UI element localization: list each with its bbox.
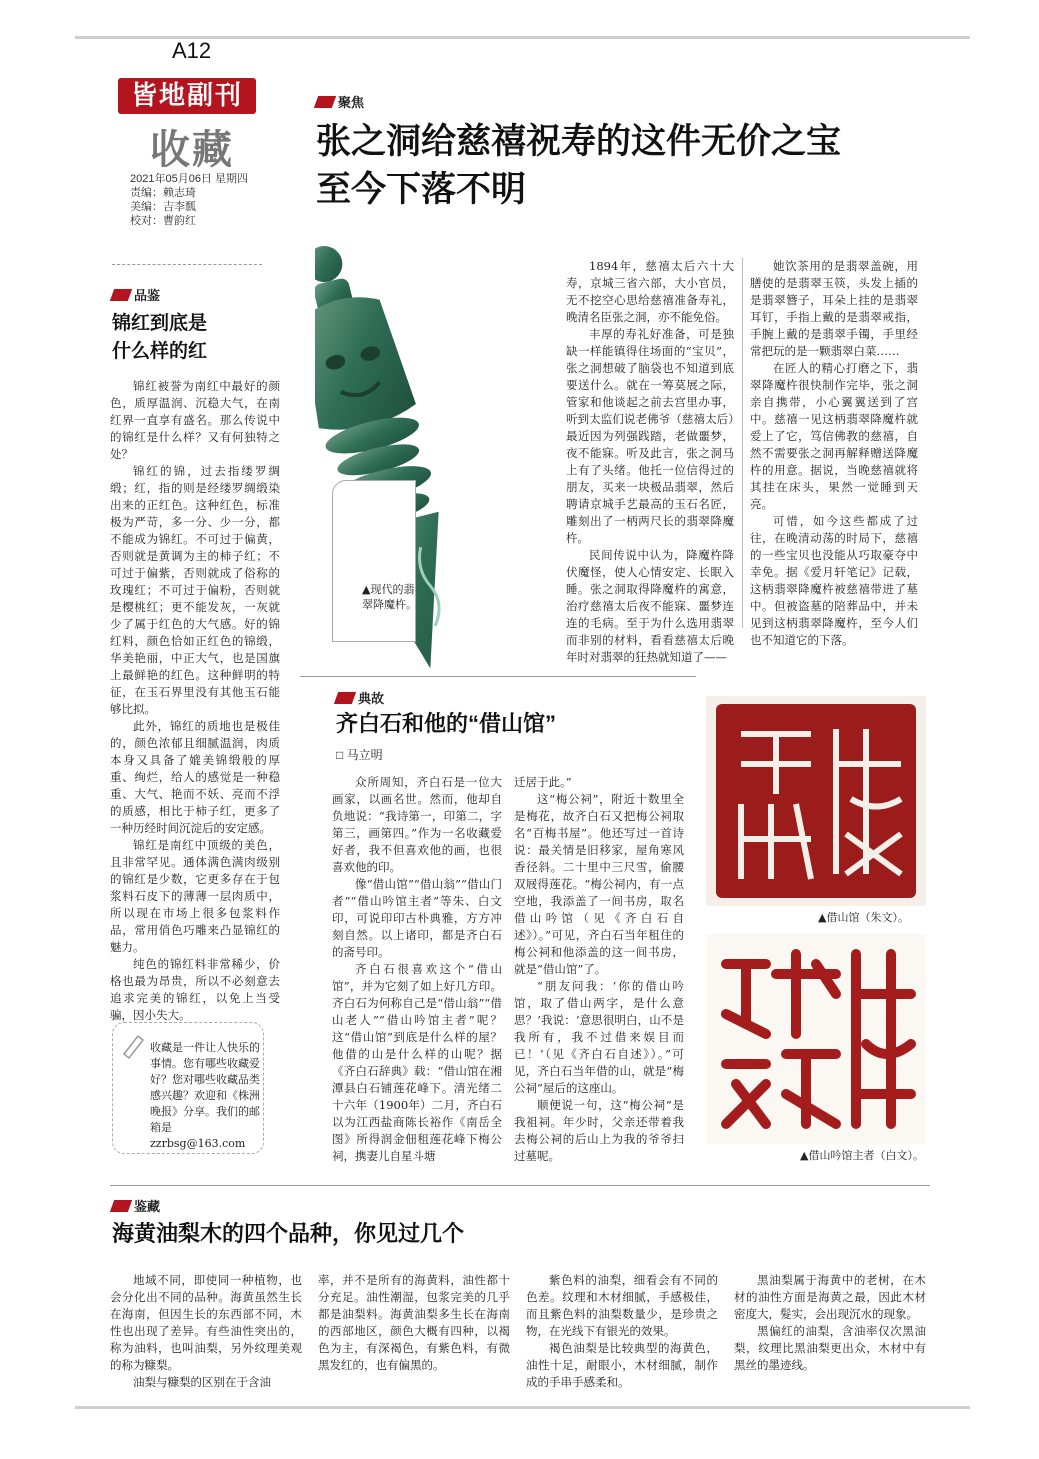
jinhong-tag	[112, 285, 160, 304]
huanghuali-column-4	[734, 1272, 926, 1374]
feature-headline-line-2: 至今下落不明	[316, 170, 527, 209]
vajra-caption: ▲现代的翡翠降魔杵。	[362, 583, 417, 611]
jinhong-paragraph: 锦红的锦，过去指缕罗绸缎；红，指的则是经缕罗绸缎染出来的正红色。这种红色，标准极为严苛，多一分、少一分，都不能成为锦红。不可过于偏黄，否则就是黄调为主的柿子红；不可过于偏紫，否则就成了俗称的玫瑰红；不可过于偏粉，否则就是樱桃红；更不能发灰，一灰就少了属于红色的大气感。好的锦红料，颜色恰如正红色的锦缎，华美艳丽，中正大气，也是国旗上最鲜艳的红色。这种鲜明的特征，在玉石界里没有其他玉石能够比拟。	[110, 464, 280, 716]
qibaishi-byline: □ 马立明	[336, 748, 383, 762]
feature-headline-line-1: 张之洞给慈禧祝寿的这件无价之宝	[316, 122, 842, 161]
feature-paragraph: 1894年，慈禧太后六十大寿，京城三省六部，大小官员，无不挖空心思给慈禧准备寿礼，晚清名臣张之洞，亦不能免俗。	[566, 259, 734, 324]
huanghuali-column-1	[110, 1272, 302, 1391]
tag-pen-icon	[334, 692, 356, 704]
huanghuali-paragraph: 褐色油梨是比较典型的海黄色，油性十足，耐眼小，木材细腻，制作成的手串手感柔和。	[526, 1341, 718, 1389]
left-divider	[112, 264, 262, 265]
credit-proofreader: 校对：曹韵红	[130, 215, 196, 227]
qibaishi-column-2	[514, 774, 684, 1165]
caption-box	[332, 480, 416, 642]
credits	[130, 172, 270, 228]
tag-pen-icon	[110, 289, 132, 301]
section-title: 收藏	[150, 126, 234, 173]
seal2-caption: ▲借山吟馆主者（白文）。	[800, 1149, 924, 1162]
seal-image-jieshanguan	[706, 696, 926, 906]
section-divider	[300, 676, 696, 677]
huanghuali-paragraph: 油梨与糠梨的区别在于含油	[133, 1375, 271, 1389]
huanghuali-paragraph: 地域不同，即使同一种植物，也会分化出不同的品种。海黄虽然生长在海南，但因生长的东西部不同，木性也出现了差异。有些油性突出的，称为油料，也叫油梨，另外纹理美观的称为糠梨。	[110, 1273, 302, 1372]
huanghuali-paragraph: 率，并不是所有的海黄料，油性都十分充足。油性潮湿，包浆完美的几乎都是油梨料。海黄油梨多生长在海南的西部地区，颜色大概有四种，以褐色为主，有深褐色，有紫色料，有微黑发红的，也有偏黑的。	[318, 1273, 510, 1372]
qibaishi-tag-label: 典故	[358, 691, 385, 706]
qibaishi-tag	[336, 688, 384, 707]
jinhong-paragraph: 锦红是南红中顶级的美色，且非常罕见。通体满色满肉级别的锦红是少数，它更多存在于包浆料石皮下的薄薄一层肉质中，所以现在市场上很多包浆料作品，常用俏色巧雕来凸显锦红的魅力。	[110, 838, 280, 954]
credit-date: 2021年05月06日 星期四	[130, 173, 248, 185]
feature-column-2	[750, 258, 918, 649]
jinhong-tag-label: 品鉴	[134, 288, 161, 303]
seal-glyph-strokes	[706, 934, 926, 1144]
qibaishi-paragraph: 众所周知，齐白石是一位大画家，以画名世。然而，他却自负地说：“我诗第一，印第二，字第三，画第四。”作为一名收藏爱好者，我不但喜欢他的画，也很喜欢他的印。	[332, 775, 502, 874]
seal-glyph-strokes	[716, 704, 916, 898]
jinhong-headline-line-1: 锦红到底是	[112, 313, 208, 334]
huanghuali-paragraph: 紫色料的油梨，细看会有不同的色差。纹理和木材细腻，手感极佳，而且紫色料的油梨数量少，是珍贵之物，在光线下有银光的效果。	[526, 1273, 718, 1338]
qibaishi-paragraph: 这“梅公祠”，附近十数里全是梅花，故齐白石又把梅公祠取名“百梅书屋”。他还写过一首诗说：最关情是旧移家，屋角寒风香径斜。二十里中三尺雪，偷腰双屐得莲花。“梅公祠内，有一点空地，我添盖了一间书房，取名借山吟馆（见《齐白石自述》）。”可见，齐白石当年租住的梅公祠和他添盖的这一间书房，就是“借山馆”了。	[514, 792, 684, 976]
credit-designer: 美编：吉李瓢	[130, 201, 196, 213]
feature-column-1	[566, 258, 734, 666]
feature-paragraph: 丰厚的寿礼好准备，可是独缺一样能镇得住场面的“宝贝”，张之洞想破了脑袋也不知道到底要送什么。就在一筹莫展之际，管家和他谈起之前去宫里办事，听到太监们说老佛爷（慈禧太后）最近因为列强践踏，老做噩梦，夜不能寐。听及此言，张之洞马上有了头绪。他托一位信得过的朋友，买来一块极品翡翠，然后聘请京城手艺最高的玉石名匠，雕刻出了一柄两尺长的翡翠降魔杵。	[566, 327, 734, 545]
jinhong-body	[110, 378, 280, 1024]
column-divider	[742, 258, 743, 628]
page-number: A12	[172, 38, 212, 63]
tag-pen-icon	[314, 96, 336, 108]
jinhong-headline-line-2: 什么样的红	[112, 341, 208, 362]
seal-image-jieshanyinguan	[706, 934, 926, 1144]
huanghuali-tag	[112, 1196, 160, 1215]
feature-paragraph: 她饮茶用的是翡翠盖碗，用膳使的是翡翠玉筷，头发上插的是翡翠簪子，耳朵上挂的是翡翠耳钉，手指上戴的是翡翠戒指，手腕上戴的是翡翠手镯，手里经常把玩的是一颗翡翠白菜……	[750, 259, 918, 358]
tag-pen-icon	[110, 1200, 132, 1212]
qibaishi-headline: 齐白石和他的“借山馆”	[336, 711, 557, 736]
seal1-caption: ▲借山馆（朱文）。	[818, 911, 909, 924]
credit-editor: 责编：赖志琦	[130, 187, 196, 199]
qibaishi-column-1	[332, 774, 502, 1165]
bottom-rule	[75, 1406, 970, 1409]
section-divider	[110, 1185, 930, 1186]
jinhong-headline	[112, 310, 272, 366]
feature-paragraph: 在匠人的精心打磨之下，翡翠降魔杵很快制作完毕，张之洞亲自携带，小心翼翼送到了宫中。慈禧一见这柄翡翠降魔杵就爱上了它，笃信佛教的慈禧，自然不需要张之洞再解释赠送降魔杵的用意。据说，当晚慈禧就将其挂在床头，果然一觉睡到天亮。	[750, 361, 918, 511]
feature-tag	[316, 92, 364, 111]
huanghuali-tag-label: 鉴藏	[134, 1199, 161, 1214]
submission-notice-text: 收藏是一件让人快乐的事情。您有哪些收藏爱好？您对哪些收藏品类感兴趣？欢迎和《株洲晚报》分享。我们的邮箱是zzrbsg@163.com	[150, 1041, 260, 1150]
pencil-icon	[118, 1030, 148, 1060]
feature-tag-label: 聚焦	[338, 95, 365, 110]
jinhong-paragraph: 锦红被誉为南红中最好的颜色，质厚温润、沉稳大气，在南红界一直享有盛名。那么传说中的锦红是什么样？又有何独特之处？	[110, 379, 280, 461]
huanghuali-column-3	[526, 1272, 718, 1391]
masthead-logo: 皆地副刊	[118, 78, 256, 114]
qibaishi-paragraph: 像“借山馆”“借山翁”“借山门者”“借山吟馆主者”等朱、白文印，可说印印古朴典雅，方方冲刻自然。以上诸印，都是齐白石的斋号印。	[332, 877, 502, 959]
huanghuali-headline: 海黄油梨木的四个品种，你见过几个	[112, 1221, 465, 1246]
qibaishi-paragraph: “朋友问我：‘你的借山吟馆，取了借山两字，是什么意思？’我说：‘意思很明白，山不是我所有，我不过借来娱目而已！’（见《齐白石自述》）。”可见，齐白石当年借的山，就是“梅公祠”屋后的这座山。	[514, 979, 684, 1095]
huanghuali-paragraph: 黑偏红的油梨，含油率仅次黑油梨，纹理比黑油梨更出众，木材中有黑丝的墨迹线。	[734, 1324, 926, 1372]
jinhong-paragraph: 此外，锦红的质地也是极佳的，颜色浓郁且细腻温润，肉质本身又具备了媲美锦缎般的厚重、绚烂，给人的感觉是一种稳重、大气、艳而不妖、亮而不浮的质感，相比于柿子红，更多了一种历经时间沉淀后的安定感。	[110, 719, 280, 835]
huanghuali-column-2	[318, 1272, 510, 1374]
jinhong-paragraph: 纯色的锦红料非常稀少，价格也最为昂贵，所以不必刻意去追求完美的锦红，以免上当受骗，因小失大。	[110, 957, 280, 1022]
qibaishi-paragraph: 顺便说一句，这“梅公祠”是我祖祠。年少时，父亲还带着我去梅公祠的后山上为我的爷爷扫过墓呢。	[514, 1098, 684, 1163]
huanghuali-paragraph: 黑油梨属于海黄中的老树，在木材的油性方面是海黄之最，因此木材密度大，髮实，会出现沉水的现象。	[734, 1273, 926, 1321]
feature-paragraph: 可惜，如今这些都成了过往，在晚清动荡的时局下，慈禧的一些宝贝也没能从巧取豪夺中幸免。据《爱月轩笔记》记载，这柄翡翠降魔杵被慈禧带进了墓中。但被盗墓的陪葬品中，并未见到这柄翡翠降魔杵，至今人们也不知道它的下落。	[750, 514, 918, 647]
qibaishi-paragraph: 齐白石很喜欢这个“借山馆”，并为它刻了如上好几方印。齐白石为何称自己是“借山翁”“借山老人”“借山吟馆主者”呢？这“借山馆”到底是什么样的屋？他借的山是什么样的山呢？据《齐白石辞典》载：“借山馆在湘潭县白石铺莲花峰下。清光绪二十六年（1900年）二月，齐白石以为江西盐商陈长裕作《南岳全图》所得润金佃租莲花峰下梅公祠，携妻儿自星斗塘	[332, 962, 502, 1163]
feature-headline	[316, 118, 841, 214]
feature-paragraph: 民间传说中认为，降魔杵降伏魔怪，使人心情安定、长眠入睡。张之洞取得降魔杵的寓意，治疗慈禧太后夜不能寐、噩梦连连的毛病。至于为什么选用翡翠而非别的材料，看看慈禧太后晚年时对翡翠的狂热就知道了——	[566, 548, 734, 664]
qibaishi-paragraph: 迁居于此。”	[514, 775, 572, 789]
